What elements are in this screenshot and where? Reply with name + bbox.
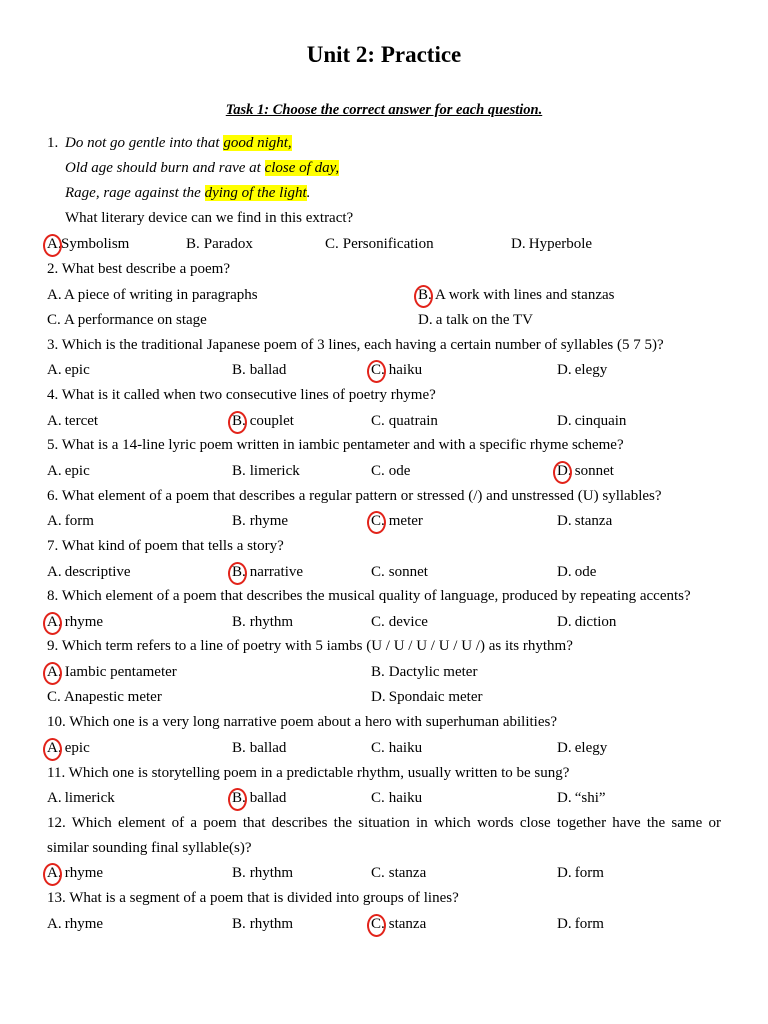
option-letter: B.	[232, 513, 246, 529]
q10-option-d[interactable]	[557, 739, 607, 757]
poem-highlight: dying of the light	[204, 185, 307, 201]
q4-option-a[interactable]	[47, 412, 98, 430]
option-text: “shi”	[574, 790, 606, 806]
option-text: cinquain	[574, 413, 627, 429]
option-letter: A.	[47, 564, 62, 580]
option-letter: B.	[232, 362, 246, 378]
option-text: Iambic pentameter	[64, 664, 177, 680]
q6-option-d[interactable]	[557, 512, 612, 530]
option-text: stanza	[574, 513, 613, 529]
option-letter: D.	[371, 689, 386, 705]
q12-option-c[interactable]	[371, 864, 426, 882]
option-letter: D.	[557, 865, 572, 881]
option-letter: A.	[47, 916, 62, 932]
option-letter: C.	[371, 740, 385, 756]
q2-option-c[interactable]	[47, 311, 207, 329]
poem-highlight: close of day,	[264, 160, 340, 176]
option-text: Dactylic meter	[388, 664, 478, 680]
q7-option-b[interactable]	[232, 563, 303, 581]
question-13-text: 13. What is a segment of a poem that is divided into groups of lines?	[47, 890, 459, 906]
q1-option-a[interactable]	[47, 235, 129, 253]
poem-text: Old age should burn and rave at	[65, 160, 265, 176]
q7-option-d[interactable]	[557, 563, 596, 581]
option-letter: C.	[47, 312, 61, 328]
option-letter: D.	[557, 513, 572, 529]
q3-option-d[interactable]	[557, 361, 607, 379]
q11-option-d[interactable]	[557, 789, 606, 807]
option-text: tercet	[64, 413, 99, 429]
q7-option-a[interactable]	[47, 563, 131, 581]
option-letter: D.	[557, 362, 572, 378]
option-letter: A.	[47, 513, 62, 529]
question-12-text-line-2: similar sounding final syllable(s)?	[47, 840, 252, 856]
option-text: descriptive	[64, 564, 131, 580]
q6-option-b[interactable]	[232, 512, 288, 530]
option-text: Anapestic meter	[63, 689, 162, 705]
question-10-text: 10. Which one is a very long narrative poem about a hero with superhuman abilities?	[47, 714, 557, 730]
option-text: elegy	[574, 362, 608, 378]
option-text: ballad	[249, 362, 287, 378]
option-letter: C.	[371, 564, 385, 580]
option-text: limerick	[249, 463, 300, 479]
q8-option-a[interactable]	[47, 613, 103, 631]
option-text: Personification	[342, 236, 434, 252]
q3-option-a[interactable]	[47, 361, 90, 379]
answer-circle-mark: A.	[47, 614, 62, 630]
option-text: device	[388, 614, 428, 630]
q2-option-a[interactable]	[47, 286, 258, 304]
q8-option-d[interactable]	[557, 613, 616, 631]
q1-option-d[interactable]	[511, 235, 592, 253]
answer-circle-mark: C.	[371, 513, 385, 529]
option-text: rhyme	[64, 916, 104, 932]
option-text: A piece of writing in paragraphs	[63, 287, 258, 303]
option-text: form	[64, 513, 94, 529]
q13-option-c[interactable]	[371, 915, 426, 933]
q13-option-d[interactable]	[557, 915, 604, 933]
option-text: couplet	[249, 413, 294, 429]
option-text: limerick	[64, 790, 115, 806]
q12-option-b[interactable]	[232, 864, 293, 882]
option-text: meter	[388, 513, 423, 529]
q11-option-b[interactable]	[232, 789, 286, 807]
q8-option-c[interactable]	[371, 613, 428, 631]
option-text: sonnet	[388, 564, 428, 580]
question-7-text: 7. What kind of poem that tells a story?	[47, 538, 284, 554]
question-1-text: What literary device can we find in this extract?	[65, 210, 354, 226]
q2-option-b[interactable]	[418, 286, 615, 304]
question-3-text: 3. Which is the traditional Japanese poem of 3 lines, each having a certain number of syllables (5 7 5)?	[47, 337, 664, 353]
option-text: A performance on stage	[63, 312, 207, 328]
option-letter: B.	[232, 916, 246, 932]
q3-option-c[interactable]	[371, 361, 422, 379]
option-text: a talk on the TV	[435, 312, 533, 328]
option-letter: B.	[186, 236, 200, 252]
answer-circle-mark: B.	[232, 790, 246, 806]
q6-option-c[interactable]	[371, 512, 423, 530]
q9-option-c[interactable]	[47, 688, 162, 706]
option-text: haiku	[388, 740, 423, 756]
page-title: Unit 2: Practice	[306, 42, 462, 67]
option-letter: A.	[47, 287, 62, 303]
option-letter: D.	[557, 614, 572, 630]
answer-circle-mark: B.	[418, 287, 432, 303]
option-text: ballad	[249, 790, 287, 806]
q6-option-a[interactable]	[47, 512, 94, 530]
option-text: rhythm	[249, 614, 294, 630]
answer-circle-mark: B.	[232, 564, 246, 580]
q7-option-c[interactable]	[371, 563, 428, 581]
question-11-text: 11. Which one is storytelling poem in a predictable rhythm, usually written to be sung?	[47, 765, 570, 781]
poem-text: Do not go gentle into that	[65, 135, 224, 151]
option-letter: B.	[232, 463, 246, 479]
q5-option-b[interactable]	[232, 462, 300, 480]
question-5-text: 5. What is a 14-line lyric poem written in iambic pentameter and with a specific rhyme scheme?	[47, 437, 624, 453]
option-letter: C.	[371, 463, 385, 479]
option-text: rhyme	[64, 614, 104, 630]
q3-option-b[interactable]	[232, 361, 286, 379]
q11-option-c[interactable]	[371, 789, 422, 807]
answer-circle-mark: A.	[47, 236, 62, 252]
answer-circle-mark: A.	[47, 664, 62, 680]
option-letter: D.	[557, 790, 572, 806]
option-text: ballad	[249, 740, 287, 756]
option-text: sonnet	[574, 463, 614, 479]
task-heading: Task 1: Choose the correct answer for each question.	[225, 102, 543, 118]
answer-circle-mark: C.	[371, 362, 385, 378]
option-letter: D.	[418, 312, 433, 328]
option-letter: C.	[371, 413, 385, 429]
option-letter: B.	[232, 740, 246, 756]
q1-option-b[interactable]	[186, 235, 253, 253]
option-letter: D.	[557, 740, 572, 756]
option-text: narrative	[249, 564, 304, 580]
poem-line-3	[65, 184, 310, 202]
option-text: quatrain	[388, 413, 438, 429]
option-text: Paradox	[203, 236, 253, 252]
q8-option-b[interactable]	[232, 613, 293, 631]
answer-circle-mark: A.	[47, 740, 62, 756]
option-letter: A.	[47, 362, 62, 378]
q13-option-a[interactable]	[47, 915, 103, 933]
option-letter: D.	[557, 916, 572, 932]
option-text: form	[574, 865, 604, 881]
option-letter: C.	[325, 236, 339, 252]
poem-line-1	[65, 134, 292, 152]
q12-option-a[interactable]	[47, 864, 103, 882]
option-text: form	[574, 916, 604, 932]
answer-circle-mark: C.	[371, 916, 385, 932]
option-text: rhythm	[249, 916, 294, 932]
option-text: ode	[574, 564, 597, 580]
question-2-text: 2. What best describe a poem?	[47, 261, 230, 277]
answer-circle-mark: B.	[232, 413, 246, 429]
question-4-text: 4. What is it called when two consecutive lines of poetry rhyme?	[47, 387, 436, 403]
question-12-text-line-1: 12. Which element of a poem that describes the situation in which words close together have the same or	[47, 815, 721, 831]
option-letter: C.	[371, 790, 385, 806]
q5-option-c[interactable]	[371, 462, 410, 480]
q1-option-c[interactable]	[325, 235, 434, 253]
question-8-text: 8. Which element of a poem that describes the musical quality of language, produced by repeating accents?	[47, 588, 691, 604]
option-letter: B.	[232, 865, 246, 881]
question-1-number: 1.	[47, 135, 59, 151]
question-9-text: 9. Which term refers to a line of poetry with 5 iambs (U / U / U / U / U /) as its rhythm?	[47, 638, 573, 654]
option-letter: A.	[47, 463, 62, 479]
q4-option-d[interactable]	[557, 412, 626, 430]
q10-option-a[interactable]	[47, 739, 90, 757]
q9-option-a[interactable]	[47, 663, 177, 681]
option-letter: A.	[47, 413, 62, 429]
option-text: Spondaic meter	[388, 689, 483, 705]
poem-highlight: good night,	[223, 135, 292, 151]
poem-text: Rage, rage against the	[65, 185, 205, 201]
option-letter: D.	[557, 413, 572, 429]
q2-option-d[interactable]	[418, 311, 533, 329]
option-text: haiku	[388, 790, 423, 806]
option-letter: C.	[371, 865, 385, 881]
poem-line-2	[65, 159, 339, 177]
q4-option-c[interactable]	[371, 412, 438, 430]
option-text: epic	[64, 362, 90, 378]
question-6-text: 6. What element of a poem that describes a regular pattern or stressed (/) and unstressed (U) syllables?	[47, 488, 662, 504]
option-text: rhythm	[249, 865, 294, 881]
q5-option-d[interactable]	[557, 462, 614, 480]
option-text: epic	[64, 740, 90, 756]
answer-circle-mark: D.	[557, 463, 572, 479]
q10-option-c[interactable]	[371, 739, 422, 757]
q9-option-d[interactable]	[371, 688, 482, 706]
option-text: haiku	[388, 362, 423, 378]
option-letter: D.	[557, 564, 572, 580]
option-letter: B.	[232, 614, 246, 630]
option-text: A work with lines and stanzas	[434, 287, 615, 303]
option-text: rhyme	[249, 513, 289, 529]
q4-option-b[interactable]	[232, 412, 294, 430]
option-text: diction	[574, 614, 617, 630]
option-letter: A.	[47, 790, 62, 806]
option-text: elegy	[574, 740, 608, 756]
q13-option-b[interactable]	[232, 915, 293, 933]
option-text: ode	[388, 463, 411, 479]
answer-circle-mark: A.	[47, 865, 62, 881]
option-letter: C.	[371, 614, 385, 630]
option-text: Hyperbole	[528, 236, 593, 252]
q11-option-a[interactable]	[47, 789, 115, 807]
q10-option-b[interactable]	[232, 739, 286, 757]
option-letter: B.	[371, 664, 385, 680]
poem-text: .	[306, 185, 311, 201]
option-text: rhyme	[64, 865, 104, 881]
option-letter: C.	[47, 689, 61, 705]
option-text: stanza	[388, 865, 427, 881]
option-text: epic	[64, 463, 90, 479]
option-text: stanza	[388, 916, 427, 932]
option-letter: D.	[511, 236, 526, 252]
option-text: Symbolism	[61, 236, 130, 252]
q5-option-a[interactable]	[47, 462, 90, 480]
q9-option-b[interactable]	[371, 663, 477, 681]
q12-option-d[interactable]	[557, 864, 604, 882]
